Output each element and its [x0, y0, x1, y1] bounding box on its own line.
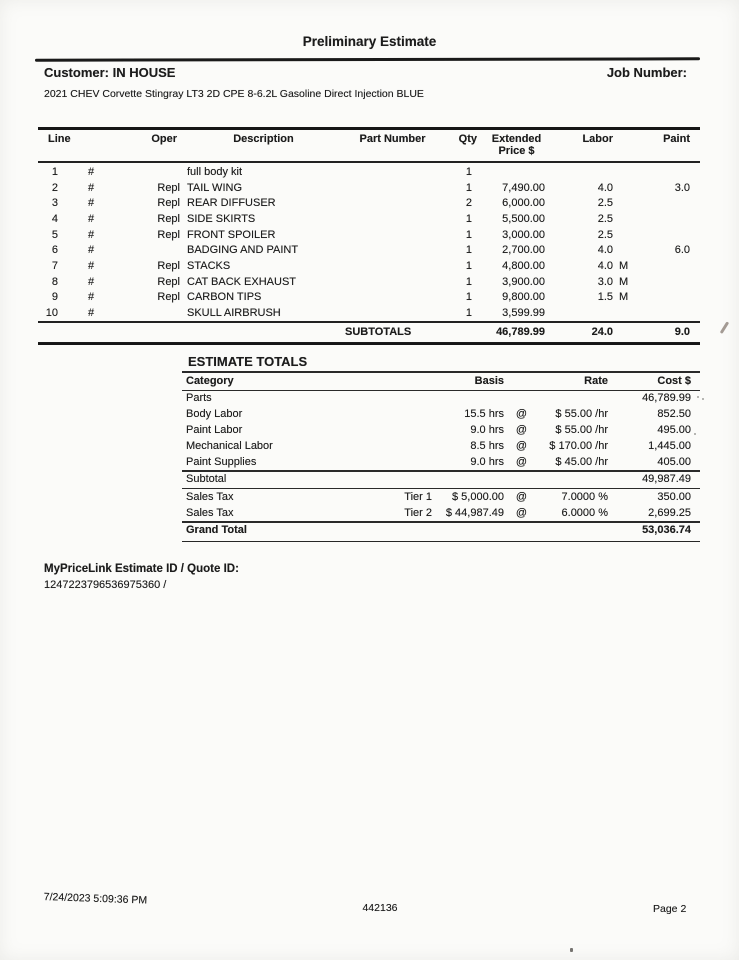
category: Subtotal [186, 473, 227, 486]
rate: 6.0000 % [561, 506, 608, 519]
line-item-row-1 [38, 165, 700, 181]
line-number: 10 [45, 307, 58, 320]
totals-row-paint-supplies [182, 455, 700, 471]
operation: Repl [157, 259, 180, 272]
scan-artifact-pen-mark [720, 321, 729, 333]
quantity: 2 [465, 197, 472, 210]
labor-hours: 4.0 [597, 181, 613, 194]
line-number: 5 [51, 228, 58, 241]
quantity: 1 [465, 291, 472, 304]
operation: Repl [157, 197, 180, 210]
subtotals-row [38, 324, 700, 340]
description: BADGING AND PAINT [187, 244, 299, 257]
basis: $ 5,000.00 [452, 490, 504, 503]
description: SKULL AIRBRUSH [187, 307, 281, 320]
operation: Repl [157, 212, 180, 225]
quantity: 1 [465, 244, 472, 257]
mypricelink-id-value: 1247223796536975360 / [44, 579, 167, 591]
col-header-description: Description [233, 132, 294, 145]
col-header-labor: Labor [582, 132, 613, 145]
line-item-row-7 [38, 259, 700, 275]
tax-tier: Tier 1 [404, 490, 432, 503]
category: Sales Tax [186, 506, 234, 519]
hash-mark: # [88, 181, 95, 194]
quantity: 1 [465, 275, 472, 288]
paint-hours: 3.0 [674, 181, 690, 194]
category: Mechanical Labor [186, 440, 273, 453]
subtotals-label: SUBTOTALS [345, 325, 412, 338]
header-divider [35, 57, 700, 61]
operation: Repl [157, 181, 180, 194]
col-header-rate: Rate [584, 374, 608, 387]
operation: Repl [157, 275, 180, 288]
customer-label: Customer: IN HOUSE [44, 65, 176, 80]
customer-job-row [44, 65, 687, 80]
vehicle-description: 2021 CHEV Corvette Stingray LT3 2D CPE 8-6.2L Gasoline Direct Injection BLUE [44, 88, 424, 100]
totals-sales-tax-row-2 [182, 505, 700, 521]
cost: 2,699.25 [648, 506, 691, 519]
line-number: 6 [51, 244, 58, 257]
rate: $ 45.00 /hr [555, 456, 608, 468]
line-items-header-row [38, 130, 700, 159]
line-item-row-2 [38, 180, 700, 196]
at-sign: @ [515, 490, 528, 503]
labor-flag: M [619, 259, 629, 272]
line-item-row-9 [38, 290, 700, 306]
description: CAT BACK EXHAUST [187, 275, 297, 288]
quantity: 1 [465, 212, 472, 225]
quantity: 1 [465, 165, 472, 178]
line-item-row-8 [38, 274, 700, 290]
extended-price: 5,500.00 [502, 212, 545, 225]
description: STACKS [187, 259, 231, 272]
category: Paint Labor [186, 424, 243, 437]
hash-mark: # [88, 197, 95, 210]
cost: 1,445.00 [648, 440, 691, 453]
labor-flag: M [619, 275, 629, 288]
labor-hours: 4.0 [597, 244, 613, 257]
quantity: 1 [465, 259, 472, 272]
col-header-basis: Basis [474, 374, 504, 387]
line-number: 7 [51, 259, 58, 272]
basis: 9.0 hrs [470, 424, 504, 437]
subtotals-top-rule [38, 321, 700, 323]
at-sign: @ [515, 456, 528, 468]
at-sign: @ [515, 506, 528, 519]
subtotal-extended-price: 46,789.99 [496, 325, 545, 338]
cost: 49,987.49 [642, 473, 691, 486]
subtotal-paint: 9.0 [674, 325, 690, 338]
totals-row-body-labor [182, 407, 700, 423]
cost: 495.00 [657, 424, 691, 437]
category: Body Labor [186, 408, 243, 421]
operation: Repl [157, 291, 180, 304]
hash-mark: # [88, 165, 95, 178]
labor-hours: 2.5 [597, 228, 613, 241]
col-header-cost: Cost $ [657, 374, 691, 387]
extended-price: 7,490.00 [502, 181, 545, 194]
job-number-label: Job Number: [606, 65, 687, 80]
scan-artifact-dot [694, 433, 696, 435]
line-item-row-10 [38, 306, 700, 322]
cost: 852.50 [657, 408, 691, 421]
line-number: 4 [51, 212, 58, 225]
line-item-row-6 [38, 243, 700, 259]
hash-mark: # [88, 212, 95, 225]
line-item-row-4 [38, 212, 700, 228]
scan-artifact-dot [702, 398, 704, 400]
rate: $ 55.00 /hr [555, 424, 608, 437]
extended-price: 4,800.00 [502, 259, 545, 272]
subtotal-labor: 24.0 [591, 325, 613, 338]
totals-header-row [182, 373, 700, 390]
grand-total-row [182, 523, 700, 539]
basis: $ 44,987.49 [445, 506, 504, 519]
col-header-line: Line [48, 132, 71, 145]
tax-tier: Tier 2 [404, 506, 432, 519]
hash-mark: # [88, 291, 95, 304]
col-header-paint: Paint [663, 132, 690, 145]
extended-price: 6,000.00 [502, 197, 545, 210]
hash-mark: # [88, 228, 95, 241]
totals-row-parts [182, 391, 700, 407]
labor-hours: 3.0 [597, 275, 613, 288]
description: CARBON TIPS [187, 291, 262, 304]
document-title: Preliminary Estimate [302, 34, 437, 49]
cost: 46,789.99 [642, 392, 691, 405]
basis: 15.5 hrs [464, 408, 504, 421]
hash-mark: # [88, 275, 95, 288]
quantity: 1 [465, 228, 472, 241]
labor-hours: 1.5 [597, 291, 613, 304]
extended-price: 9,800.00 [502, 291, 545, 304]
estimate-totals-section [182, 354, 700, 542]
description: REAR DIFFUSER [187, 197, 276, 210]
footer-document-number: 442136 [362, 902, 398, 914]
mypricelink-id-label: MyPriceLink Estimate ID / Quote ID: [44, 563, 239, 575]
estimate-totals-title: ESTIMATE TOTALS [188, 354, 308, 369]
hash-mark: # [88, 259, 95, 272]
at-sign: @ [515, 424, 528, 437]
rate: $ 170.00 /hr [549, 440, 608, 453]
col-header-part-number: Part Number [359, 132, 426, 145]
col-header-oper: Oper [151, 132, 177, 145]
category: Grand Total [186, 524, 247, 537]
labor-hours: 2.5 [597, 212, 613, 225]
description: SIDE SKIRTS [187, 212, 256, 225]
subtotals-bottom-rule [38, 342, 700, 345]
col-header-qty: Qty [458, 132, 477, 145]
rate: $ 55.00 /hr [555, 408, 608, 421]
description: FRONT SPOILER [187, 228, 276, 241]
rate: 7.0000 % [561, 490, 608, 503]
col-header-extended-price: Extended Price $ [491, 132, 542, 157]
line-item-row-3 [38, 196, 700, 212]
line-number: 8 [51, 275, 58, 288]
cost: 350.00 [657, 490, 691, 503]
line-items-table [38, 127, 700, 345]
line-number: 9 [51, 291, 58, 304]
footer-page-number: Page 2 [653, 903, 687, 915]
description: TAIL WING [187, 181, 242, 194]
totals-sales-tax-row-1 [182, 489, 700, 505]
col-header-category: Category [186, 374, 234, 387]
line-number: 1 [51, 165, 58, 178]
totals-subtotal-row [182, 472, 700, 488]
totals-row-mechanical-labor [182, 439, 700, 455]
basis: 8.5 hrs [470, 440, 504, 453]
footer-datetime: 7/24/2023 5:09:36 PM [43, 891, 148, 907]
basis: 9.0 hrs [470, 456, 504, 468]
quantity: 1 [465, 181, 472, 194]
scan-artifact-speck [570, 948, 573, 952]
labor-hours: 4.0 [597, 259, 613, 272]
extended-price: 3,599.99 [502, 307, 545, 320]
line-item-row-5 [38, 227, 700, 243]
paint-hours: 6.0 [674, 244, 690, 257]
category: Paint Supplies [186, 456, 257, 468]
labor-flag: M [619, 291, 629, 304]
extended-price: 3,900.00 [502, 275, 545, 288]
operation: Repl [157, 228, 180, 241]
category: Sales Tax [186, 490, 234, 503]
totals-row-paint-labor [182, 423, 700, 439]
labor-hours: 2.5 [597, 197, 613, 210]
hash-mark: # [88, 307, 95, 320]
scan-artifact-dot [697, 396, 699, 398]
extended-price: 3,000.00 [502, 228, 545, 241]
line-number: 2 [51, 181, 58, 194]
line-number: 3 [51, 197, 58, 210]
quantity: 1 [465, 307, 472, 320]
cost: 53,036.74 [642, 524, 691, 537]
category: Parts [186, 392, 212, 405]
at-sign: @ [515, 408, 528, 421]
hash-mark: # [88, 244, 95, 257]
extended-price: 2,700.00 [502, 244, 545, 257]
cost: 405.00 [657, 456, 691, 468]
header-bottom-rule [38, 161, 700, 163]
description: full body kit [187, 165, 243, 178]
at-sign: @ [515, 440, 528, 453]
